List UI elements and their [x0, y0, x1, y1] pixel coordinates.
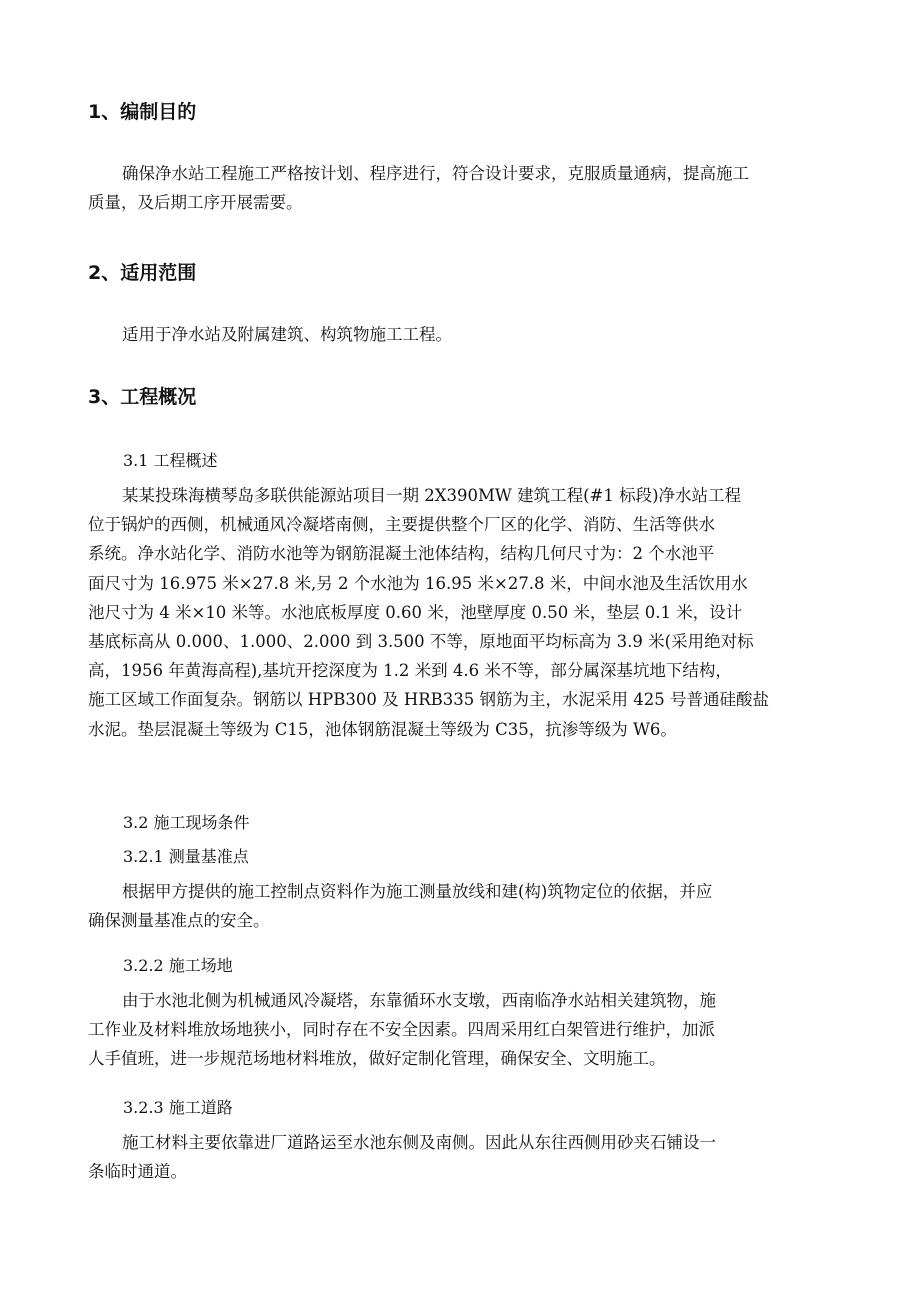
- section-heading-2: 2、适用范围: [88, 262, 197, 284]
- item-3-2-2-paragraph: [88, 986, 848, 1074]
- subsection-heading-3-2: 3.2 施工现场条件: [123, 813, 250, 832]
- subsection-heading-3-1: 3.1 工程概述: [123, 451, 218, 470]
- paragraph-line: 工作业及材料堆放场地狭小，同时存在不安全因素。四周采用红白架管进行维护，加派: [88, 1020, 715, 1040]
- paragraph-line: 条临时通道。: [88, 1162, 187, 1182]
- paragraph-line: 由于水池北侧为机械通风冷凝塔，东靠循环水支墩，西南临净水站相关建筑物，施: [122, 991, 716, 1010]
- paragraph-line: 施工材料主要依靠进厂道路运至水池东侧及南侧。因此从东往西侧用砂夹石铺设一: [122, 1133, 716, 1152]
- paragraph-line: 确保测量基准点的安全。: [88, 911, 270, 931]
- paragraph-line: 面尺寸为 16.975 米×27.8 米,另 2 个水池为 16.95 米×27.8 米，中间水池及生活饮用水: [88, 573, 748, 593]
- paragraph-line: 人手值班，进一步规范场地材料堆放，做好定制化管理，确保安全、文明施工。: [88, 1049, 666, 1069]
- paragraph-line: 适用于净水站及附属建筑、构筑物施工工程。: [122, 325, 452, 344]
- paragraph-line: 基底标高从 0.000、1.000、2.000 到 3.500 不等，原地面平均标高为 3.9 米(采用绝对标: [88, 631, 754, 651]
- section-heading-1: 1、编制目的: [88, 101, 197, 123]
- paragraph-line: 系统。净水站化学、消防水池等为钢筋混凝土池体结构，结构几何尺寸为：2 个水池平: [88, 544, 715, 564]
- paragraph-line: 某某投珠海横琴岛多联供能源站项目一期 2X390MW 建筑工程(#1 标段)净水站工程: [122, 486, 742, 505]
- paragraph-line: 水泥。垫层混凝土等级为 C15，池体钢筋混凝土等级为 C35，抗渗等级为 W6。: [88, 719, 677, 739]
- item-3-2-1-paragraph: [88, 877, 848, 935]
- item-heading-3-2-3: 3.2.3 施工道路: [123, 1098, 233, 1117]
- section-heading-3: 3、工程概况: [88, 386, 197, 408]
- subsection-3-1-paragraph: [88, 481, 848, 744]
- item-3-2-3-paragraph: [88, 1128, 848, 1186]
- paragraph-line: 高，1956 年黄海高程),基坑开挖深度为 1.2 米到 4.6 米不等，部分属深基坑地下结构，: [88, 661, 732, 681]
- paragraph-line: 质量，及后期工序开展需要。: [88, 193, 303, 213]
- section-2-paragraph: [88, 320, 848, 349]
- paragraph-line: 施工区域工作面复杂。钢筋以 HPB300 及 HRB335 钢筋为主，水泥采用 425 号普通硅酸盐: [88, 690, 770, 710]
- paragraph-line: 位于锅炉的西侧，机械通风冷凝塔南侧，主要提供整个厂区的化学、消防、生活等供水: [88, 515, 715, 535]
- paragraph-line: 池尺寸为 4 米×10 米等。水池底板厚度 0.60 米，池壁厚度 0.50 米，垫层 0.1 米，设计: [88, 602, 743, 622]
- item-heading-3-2-1: 3.2.1 测量基准点: [123, 847, 249, 866]
- paragraph-line: 根据甲方提供的施工控制点资料作为施工测量放线和建(构)筑物定位的依据，并应: [122, 882, 713, 901]
- paragraph-line: 确保净水站工程施工严格按计划、程序进行，符合设计要求，克服质量通病，提高施工: [122, 164, 749, 183]
- item-heading-3-2-2: 3.2.2 施工场地: [123, 956, 233, 975]
- section-1-paragraph: [88, 159, 848, 217]
